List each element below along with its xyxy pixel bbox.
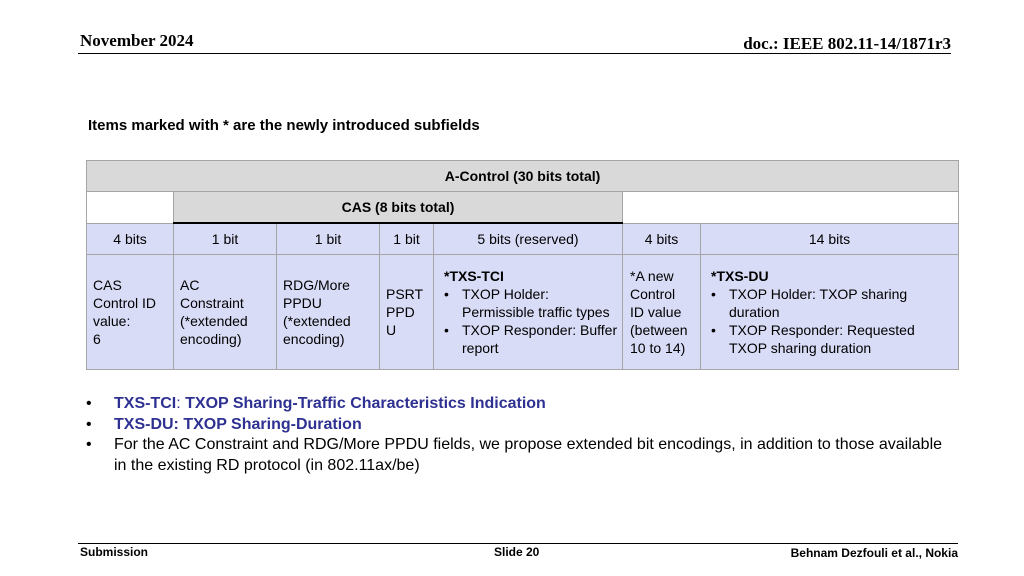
desc-line: Constraint	[180, 295, 244, 311]
list-item: • TXOP Responder: Buffer report	[438, 321, 618, 357]
bits-txs-du: 14 bits	[701, 223, 959, 255]
desc-ac-constraint	[174, 255, 277, 370]
desc-line: Control ID	[93, 295, 157, 311]
desc-line: U	[386, 322, 397, 338]
a-control-title: A-Control (30 bits total)	[87, 161, 959, 192]
footer-submission: Submission	[80, 545, 149, 559]
desc-line: Control	[630, 286, 676, 302]
txs-tci-definition: TXOP Sharing-Traffic Characteristics Indication	[180, 395, 546, 412]
desc-line: PPDU	[283, 295, 322, 311]
bits-new-control-id: 4 bits	[623, 223, 701, 255]
desc-new-control-id	[623, 255, 701, 370]
desc-cas-control-id	[87, 255, 174, 370]
cas-title: CAS (8 bits total)	[174, 192, 623, 224]
bullet-txs-du	[86, 415, 946, 436]
desc-line: RDG/More	[283, 277, 350, 293]
list-item: • TXOP Holder: TXOP sharing duration	[705, 285, 928, 321]
extended-encoding-text: For the AC Constraint and RDG/More PPDU fields, we propose extended bit encodings, in addition to those available in the existing RD protocol (in 802.11ax/be)	[114, 436, 943, 474]
desc-line: *A new	[630, 268, 674, 284]
bits-ac-constraint: 1 bit	[174, 223, 277, 255]
term-txs-tci: TXS-TCI	[114, 395, 177, 412]
desc-line: (*extended	[283, 313, 351, 329]
bits-rdg-more-ppdu: 1 bit	[277, 223, 380, 255]
desc-line: AC	[180, 277, 200, 293]
desc-rdg-more-ppdu	[277, 255, 380, 370]
summary-bullets	[86, 394, 946, 476]
desc-txs-tci	[434, 255, 623, 370]
desc-line: (between	[630, 322, 688, 338]
bullet-txs-tci	[86, 394, 946, 415]
desc-line: PPD	[386, 304, 415, 320]
header-doc-id: doc.: IEEE 802.11-14/1871r3	[743, 34, 951, 53]
bits-txs-tci: 5 bits (reserved)	[434, 223, 623, 255]
term-separator: :	[176, 395, 181, 412]
a-control-table	[86, 160, 958, 370]
header-date: November 2024	[80, 31, 194, 50]
desc-line: value:	[93, 313, 131, 329]
bits-psrt-ppdu: 1 bit	[380, 223, 434, 255]
desc-line: (*extended	[180, 313, 248, 329]
cas-spacer-right	[623, 192, 959, 224]
desc-line: CAS	[93, 277, 122, 293]
desc-line: ID value	[630, 304, 682, 320]
cas-spacer-left	[87, 192, 174, 224]
desc-line: 10 to 14)	[630, 340, 686, 356]
txs-du-list	[705, 285, 928, 357]
desc-line: PSRT	[386, 286, 424, 302]
desc-line: encoding)	[180, 331, 242, 347]
desc-psrt-ppdu	[380, 255, 434, 370]
bullet-extended-encoding	[86, 435, 946, 476]
txs-tci-title: *TXS-TCI	[444, 268, 504, 284]
footer-slide-number: Slide 20	[494, 545, 540, 559]
footer-divider	[78, 543, 958, 544]
txs-du-title: *TXS-DU	[711, 268, 769, 284]
bits-cas-control-id: 4 bits	[87, 223, 174, 255]
desc-line: 6	[93, 331, 101, 347]
term-txs-du: TXS-DU: TXOP Sharing-Duration	[114, 415, 362, 433]
footer-authors: Behnam Dezfouli et al., Nokia	[790, 546, 958, 560]
header-divider	[78, 53, 951, 54]
list-item: • TXOP Holder: Permissible traffic types	[438, 285, 618, 321]
list-item: • TXOP Responder: Requested TXOP sharing duration	[705, 321, 928, 357]
intro-note: Items marked with * are the newly introduced subfields	[88, 117, 480, 134]
desc-line: encoding)	[283, 331, 345, 347]
txs-tci-list	[438, 285, 618, 357]
desc-txs-du	[701, 255, 959, 370]
